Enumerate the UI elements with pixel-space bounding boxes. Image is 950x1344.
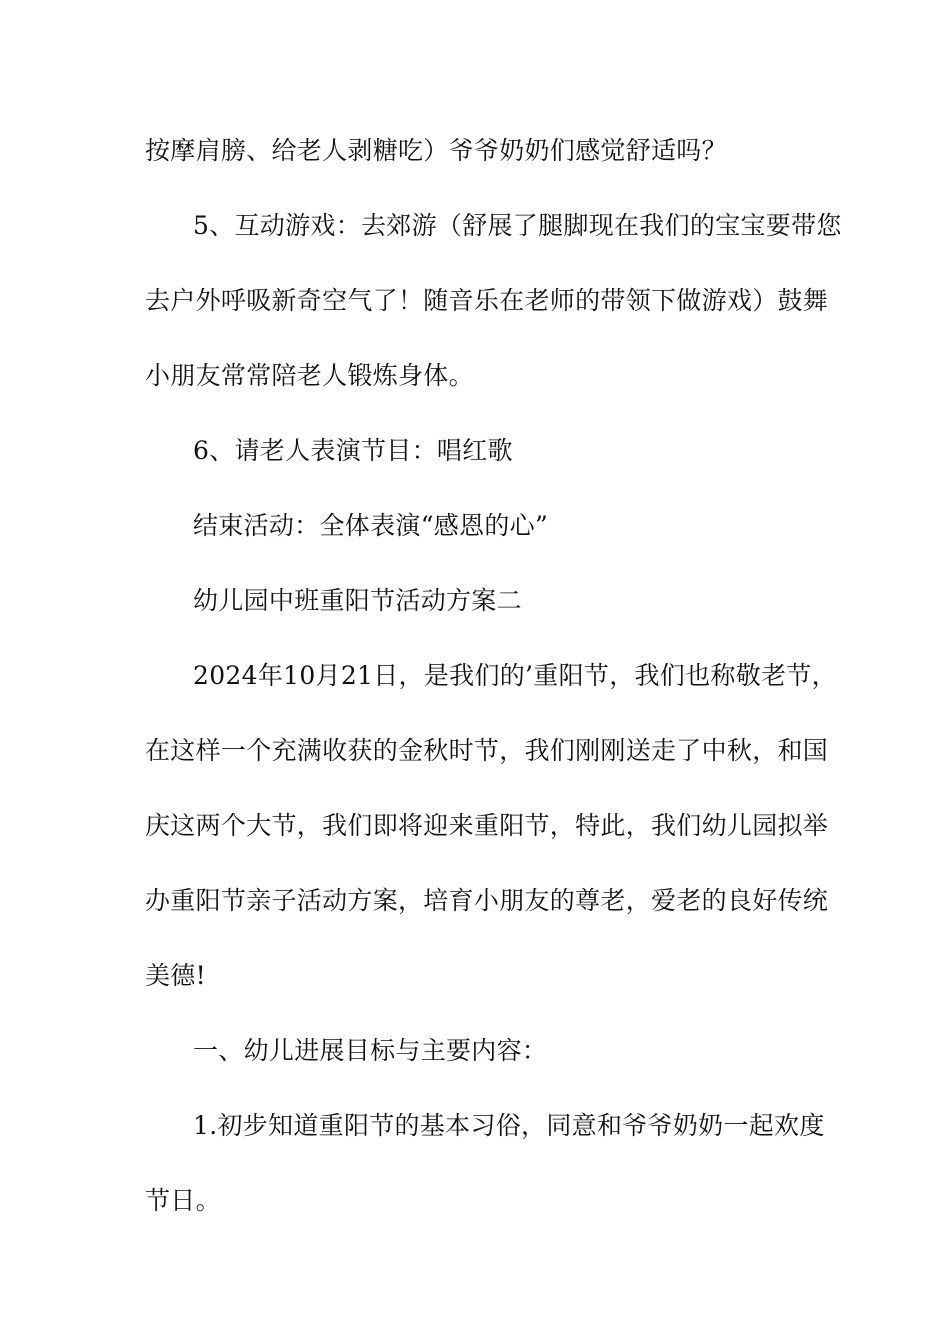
text-line: 办重阳节亲子活动方案，培育小朋友的尊老，爱老的良好传统: [145, 886, 829, 915]
text-line: 在这样一个充满收获的金秋时节，我们刚刚送走了中秋，和国: [145, 736, 829, 765]
text-line: 5、互动游戏：去郊游（舒展了腿脚现在我们的宝宝要带您: [193, 211, 842, 240]
text-line: 去户外呼吸新奇空气了！随音乐在老师的带领下做游戏）鼓舞: [145, 286, 829, 315]
section-heading: 一、幼儿进展目标与主要内容：: [193, 1036, 548, 1065]
text-line: 结束活动：全体表演“感恩的心”: [193, 511, 549, 540]
text-line: 6、请老人表演节目：唱红歌: [193, 436, 513, 465]
text-line: 2024年10月21日，是我们的’重阳节，我们也称敬老节，: [193, 661, 837, 690]
text-line: 按摩肩膀、给老人剥糖吃）爷爷奶奶们感觉舒适吗？: [145, 136, 727, 165]
text-line: 节日。: [145, 1186, 221, 1215]
text-line: 美德!: [145, 961, 206, 990]
text-line: 小朋友常常陪老人锻炼身体。: [145, 361, 474, 390]
text-line: 1.初步知道重阳节的基本习俗，同意和爷爷奶奶一起欢度: [193, 1111, 825, 1140]
text-line: 庆这两个大节，我们即将迎来重阳节，特此，我们幼儿园拟举: [145, 811, 829, 840]
section-heading: 幼儿园中班重阳节活动方案二: [193, 586, 522, 615]
